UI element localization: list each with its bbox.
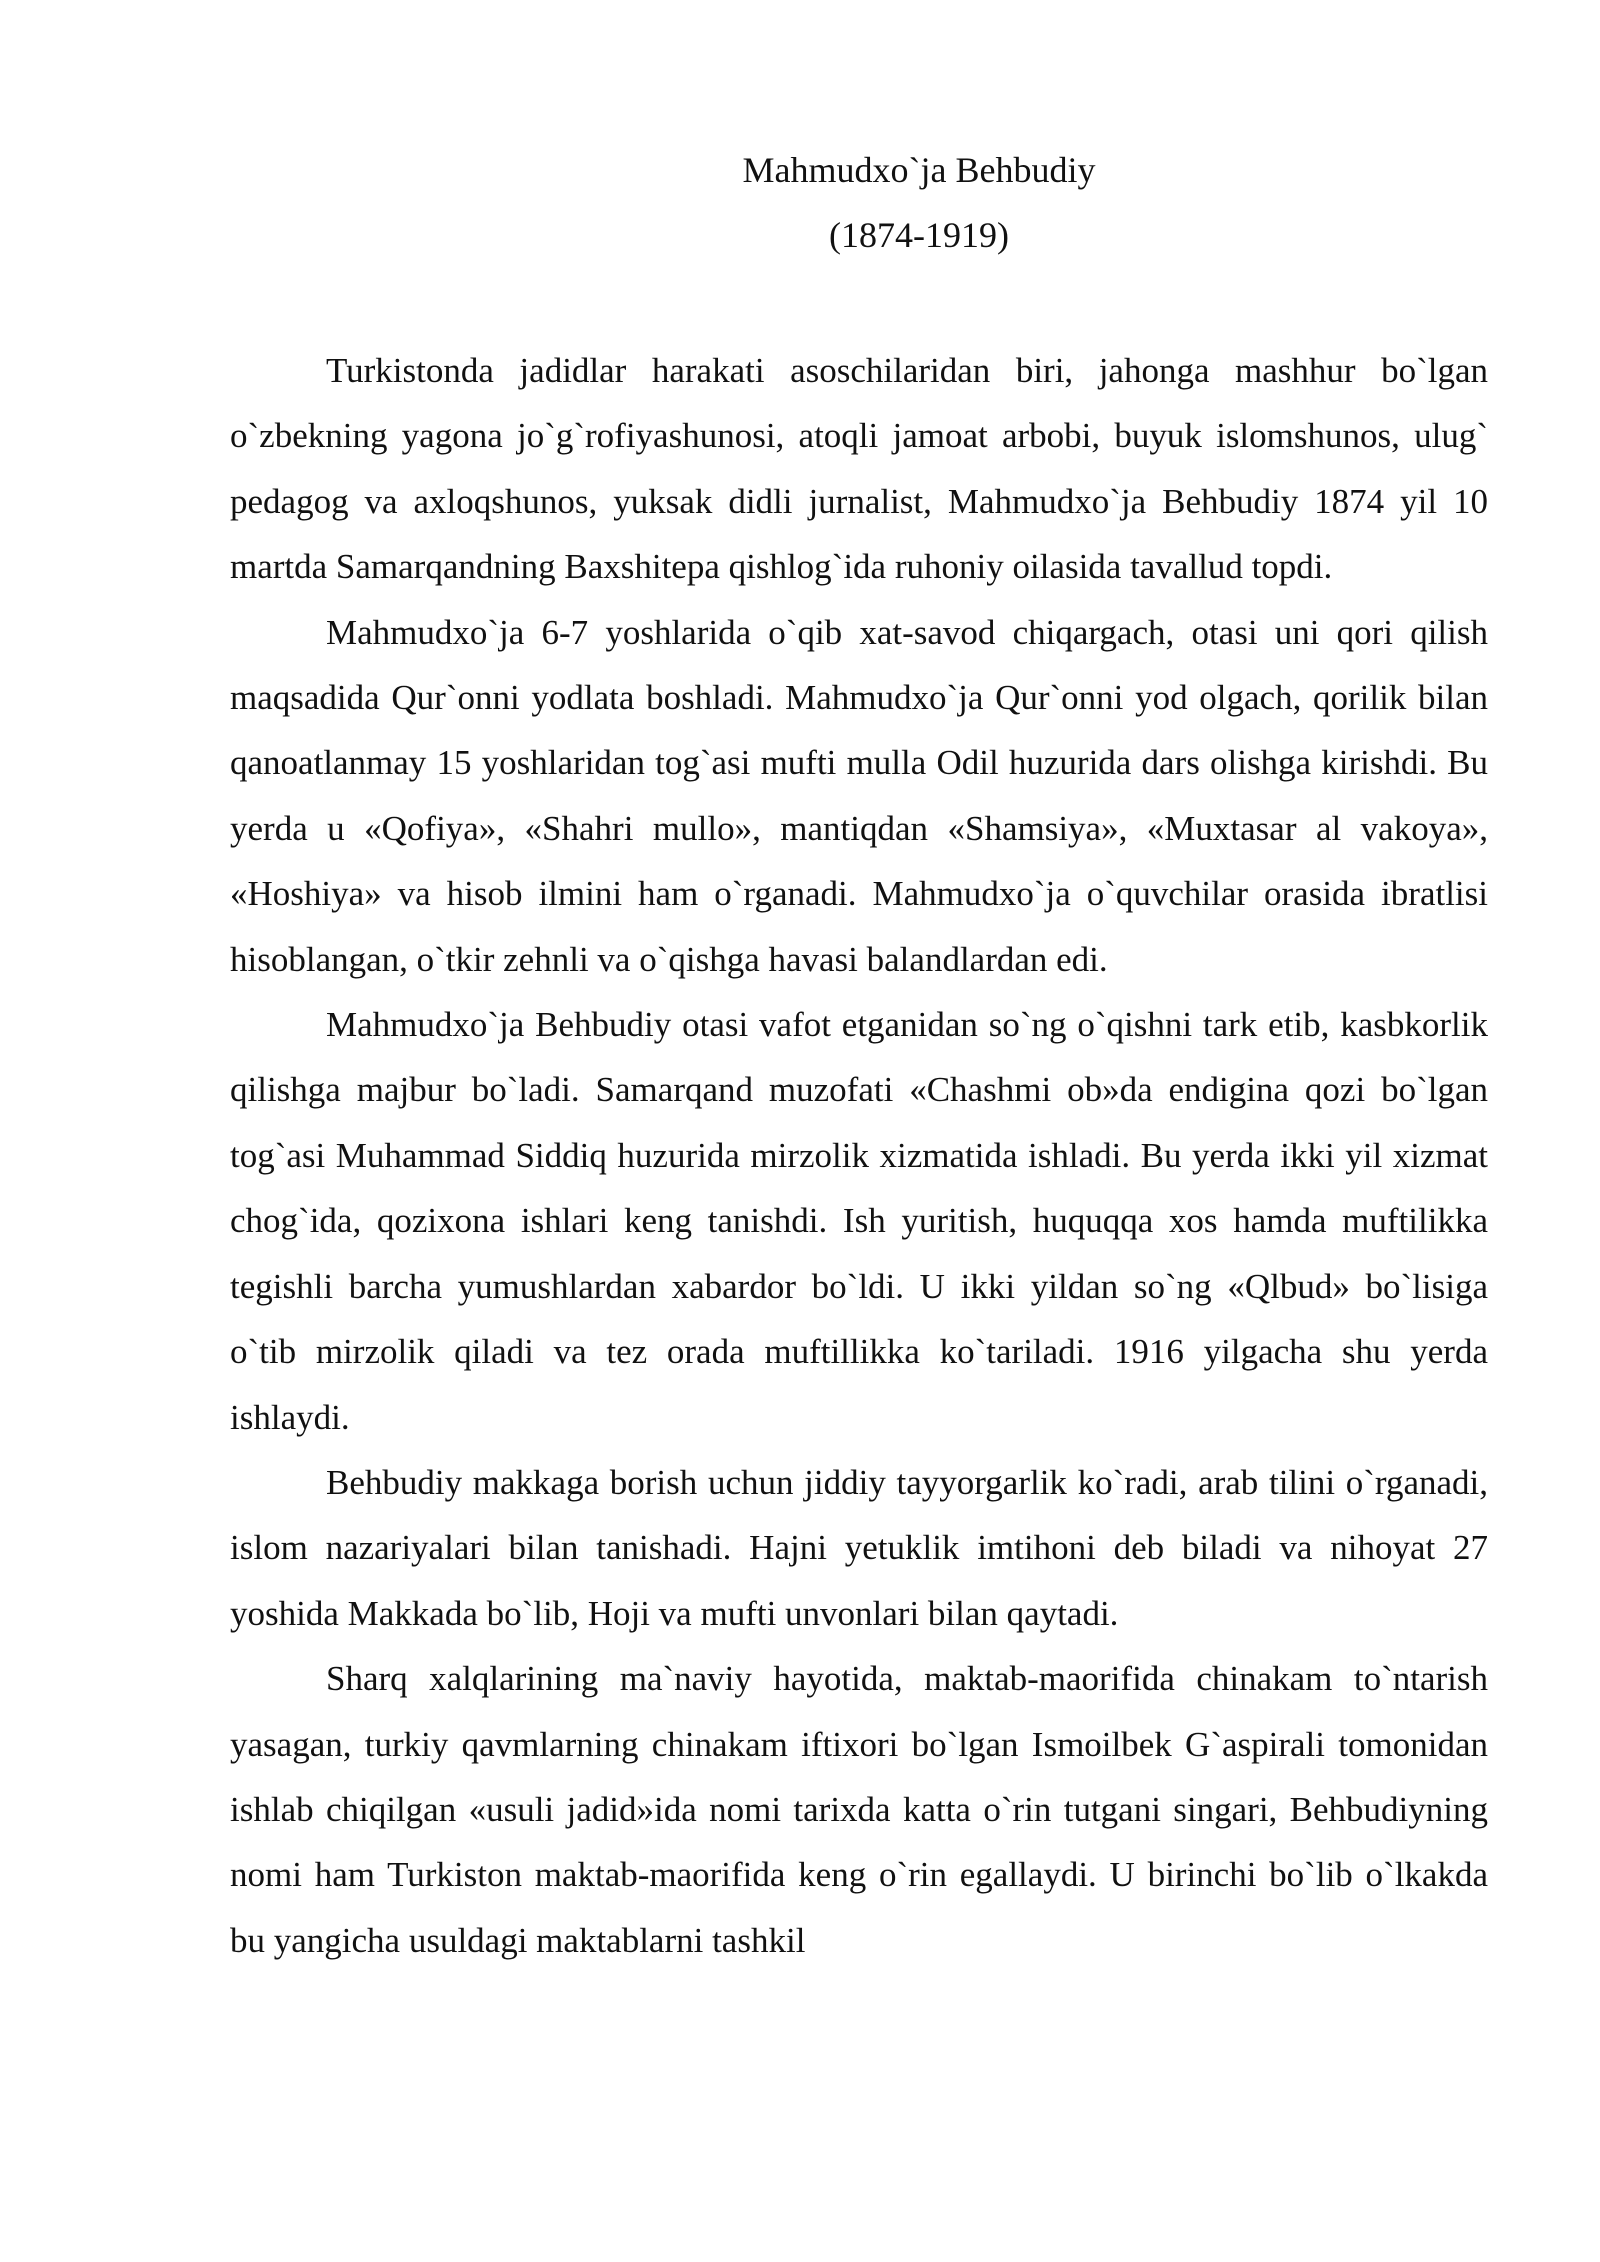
document-title: Mahmudxo`ja Behbudiy — [742, 150, 1096, 190]
document-page — [230, 138, 1488, 1973]
title-block — [350, 138, 1488, 268]
paragraph-2: Mahmudxo`ja 6-7 yoshlarida o`qib xat-savod chiqargach, otasi uni qori qilish maqsadida Qur`onni yodlata boshladi. Mahmudxo`ja Qur`onni yod olgach, qorilik bilan qanoatlanmay 15 yoshlaridan tog`asi mufti mulla Odil huzurida dars olishga kirishdi. Bu yerda u «Qofiya», «Shahri mullo», mantiqdan «Shamsiya», «Muxtasar al vakoya», «Hoshiya» va hisob ilmini ham o`rganadi. Mahmudxo`ja o`quvchilar orasida ibratlisi hisoblangan, o`tkir zehnli va o`qishga havasi balandlardan edi. — [230, 612, 1488, 979]
paragraph-3: Mahmudxo`ja Behbudiy otasi vafot etganidan so`ng o`qishni tark etib, kasbkorlik qilishga majbur bo`ladi. Samarqand muzofati «Chashmi ob»da endigina qozi bo`lgan tog`asi Muhammad Siddiq huzurida mirzolik xizmatida ishladi. Bu yerda ikki yil xizmat chog`ida, qozixona ishlari keng tanishdi. Ish yuritish, huquqqa xos hamda muftilikka tegishli barcha yumushlardan xabardor bo`ldi. U ikki yildan so`ng «Qlbud» bo`lisiga o`tib mirzolik qiladi va tez orada muftillikka ko`tariladi. 1916 yilgacha shu yerda ishlaydi. — [230, 1005, 1488, 1437]
paragraph-5: Sharq xalqlarining ma`naviy hayotida, maktab-maorifida chinakam to`ntarish yasagan, turkiy qavmlarning chinakam iftixori bo`lgan Ismoilbek G`aspirali tomonidan ishlab chiqilgan «usuli jadid»ida nomi tarixda katta o`rin tutgani singari, Behbudiyning nomi ham Turkiston maktab-maorifida keng o`rin egallaydi. U birinchi bo`lib o`lkakda bu yangicha usuldagi maktablarni tashkil — [230, 1659, 1488, 1960]
paragraph-1: Turkistonda jadidlar harakati asoschilaridan biri, jahonga mashhur bo`lgan o`zbekning yagona jo`g`rofiyashunosi, atoqli jamoat arbobi, buyuk islomshunos, ulug` pedagog va axloqshunos, yuksak didli jurnalist, Mahmudxo`ja Behbudiy 1874 yil 10 martda Samarqandning Baxshitepa qishlog`ida ruhoniy oilasida tavallud topdi. — [230, 351, 1488, 587]
document-years: (1874-1919) — [829, 215, 1009, 255]
paragraph-4: Behbudiy makkaga borish uchun jiddiy tayyorgarlik ko`radi, arab tilini o`rganadi, islom nazariyalari bilan tanishadi. Hajni yetuklik imtihoni deb biladi va nihoyat 27 yoshida Makkada bo`lib, Hoji va mufti unvonlari bilan qaytadi. — [230, 1462, 1488, 1633]
